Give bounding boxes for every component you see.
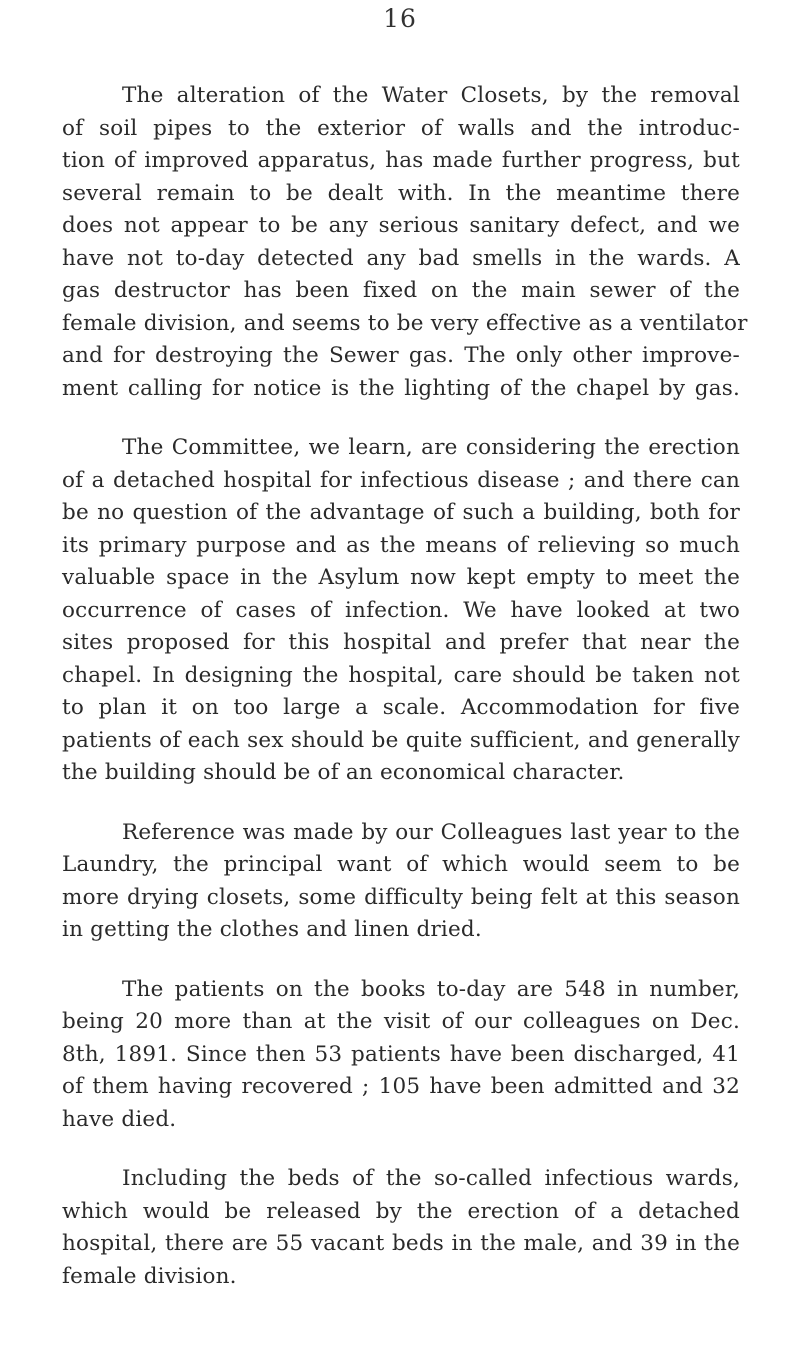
text-line: have not to-day detected any bad smells in the wards. A: [62, 245, 740, 271]
text-line: The Committee, we learn, are considering the erection: [122, 435, 740, 460]
text-line: its primary purpose and as the means of relieving so much: [62, 532, 740, 558]
text-line: valuable space in the Asylum now kept empty to meet the: [62, 565, 740, 590]
text-line: which would be released by the erection of a detached: [62, 1198, 740, 1224]
text-line: 8th, 1891. Since then 53 patients have been discharged, 41: [62, 1041, 740, 1067]
text-line: hospital, there are 55 vacant beds in the male, and 39 in the: [62, 1231, 740, 1256]
text-line: and for destroying the Sewer gas. The only other improve-: [62, 343, 740, 368]
text-line: Including the beds of the so-called infectious wards,: [122, 1166, 740, 1191]
paragraph-patients: [62, 974, 740, 1137]
paragraph-vacant-beds: [62, 1163, 740, 1293]
text-line: does not appear to be any serious sanitary defect, and we: [62, 213, 740, 238]
text-line: of them having recovered ; 105 have been admitted and 32: [62, 1074, 740, 1099]
text-line: female division.: [62, 1263, 237, 1289]
text-line: The alteration of the Water Closets, by the removal: [122, 83, 740, 108]
text-line: chapel. In designing the hospital, care should be taken not: [62, 662, 740, 688]
page-number: 16: [383, 4, 417, 33]
text-line: of a detached hospital for infectious disease ; and there can: [62, 467, 740, 493]
text-line: be no question of the advantage of such a building, both for: [62, 500, 740, 525]
text-line: gas destructor has been fixed on the main sewer of the: [62, 278, 740, 303]
text-line: tion of improved apparatus, has made further progress, but: [62, 148, 740, 173]
text-line: of soil pipes to the exterior of walls and the introduc-: [62, 115, 740, 141]
text-line: several remain to be dealt with. In the meantime there: [62, 180, 740, 206]
body-text: [62, 80, 748, 1320]
text-line: the building should be of an economical character.: [62, 760, 625, 785]
paragraph-detached-hospital: [62, 432, 740, 790]
text-line: Laundry, the principal want of which would seem to be: [62, 852, 740, 877]
text-line: in getting the clothes and linen dried.: [62, 917, 482, 942]
text-line: have died.: [62, 1106, 177, 1132]
text-line: occurrence of cases of infection. We have looked at two: [62, 597, 740, 623]
text-line: patients of each sex should be quite sufficient, and generally: [62, 727, 740, 753]
text-line: female division, and seems to be very effective as a ventilator: [62, 310, 748, 336]
text-line: more drying closets, some difficulty being felt at this season: [62, 884, 740, 910]
text-line: The patients on the books to-day are 548 in number,: [122, 976, 740, 1002]
text-line: ment calling for notice is the lighting of the chapel by gas.: [62, 375, 740, 401]
text-line: Reference was made by our Colleagues last year to the: [122, 819, 740, 845]
paragraph-laundry: [62, 817, 740, 947]
text-line: being 20 more than at the visit of our colleagues on Dec.: [62, 1009, 740, 1034]
text-line: to plan it on too large a scale. Accommodation for five: [62, 695, 740, 720]
paragraph-water-closets: [62, 80, 748, 405]
text-line: sites proposed for this hospital and prefer that near the: [62, 630, 740, 655]
